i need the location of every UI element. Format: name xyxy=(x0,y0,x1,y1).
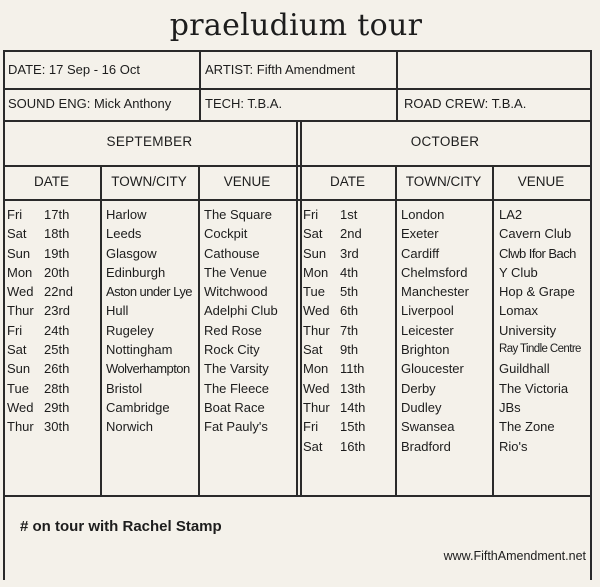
row-town: Liverpool xyxy=(401,303,454,319)
row-town: Bristol xyxy=(106,380,143,396)
table-row xyxy=(0,379,600,398)
row-day: Fri xyxy=(303,207,319,222)
october-list xyxy=(0,205,600,456)
row-town: London xyxy=(401,207,445,222)
oct-col-date: DATE xyxy=(329,174,365,189)
row-venue: Cathouse xyxy=(204,245,260,261)
row-town: Gloucester xyxy=(401,361,464,377)
month-october: OCTOBER xyxy=(410,134,480,149)
row-town: Cardiff xyxy=(401,245,440,261)
row-day: Thur xyxy=(7,303,34,319)
row-day: Sun xyxy=(303,245,327,261)
row-venue: University xyxy=(499,322,557,338)
row-date: 19th xyxy=(44,245,70,261)
row-day: Wed xyxy=(7,284,34,300)
row-venue: LA2 xyxy=(499,207,523,222)
row-day: Thur xyxy=(7,419,34,435)
row-venue: Clwb Ifor Bach xyxy=(499,245,576,261)
row-date: 25th xyxy=(44,342,70,358)
row-day: Sat xyxy=(303,226,323,242)
row-day: Sat xyxy=(7,226,27,242)
row-venue: The Fleece xyxy=(204,380,270,396)
row-town: Glasgow xyxy=(106,245,157,261)
rule-table-bottom xyxy=(3,495,591,497)
row-date: 13th xyxy=(340,380,366,396)
row-day: Fri xyxy=(7,207,23,222)
rule-info-mid xyxy=(3,88,591,90)
table-row xyxy=(0,437,600,456)
row-town: Norwich xyxy=(106,419,153,435)
row-day: Tue xyxy=(7,380,29,396)
info-divider-1 xyxy=(199,50,201,120)
row-date: 26th xyxy=(44,361,70,377)
row-date: 18th xyxy=(44,226,70,242)
info-tech: TECH: T.B.A. xyxy=(205,96,283,111)
row-town: Cambridge xyxy=(106,399,170,415)
row-town: Leeds xyxy=(106,226,142,242)
support-note: # on tour with Rachel Stamp xyxy=(20,518,222,535)
row-venue: Lomax xyxy=(499,303,539,319)
table-row xyxy=(0,340,600,359)
row-venue: The Venue xyxy=(204,264,267,280)
table-row xyxy=(0,398,600,417)
row-day: Fri xyxy=(303,419,319,435)
row-town: Chelmsford xyxy=(401,264,468,280)
row-town: Bradford xyxy=(401,438,451,454)
table-row xyxy=(0,244,600,263)
row-date: 2nd xyxy=(340,226,362,242)
row-date: 15th xyxy=(340,419,366,435)
row-date: 30th xyxy=(44,419,70,435)
table-row xyxy=(0,359,600,378)
row-venue: Cavern Club xyxy=(499,226,572,242)
row-day: Mon xyxy=(7,264,33,280)
info-date: DATE: 17 Sep - 16 Oct xyxy=(8,62,140,77)
row-date: 6th xyxy=(340,303,359,319)
row-town: Leicester xyxy=(401,322,454,338)
row-venue: Boat Race xyxy=(204,399,265,415)
row-date: 22nd xyxy=(44,284,73,300)
row-date: 23rd xyxy=(44,303,71,319)
row-town: Edinburgh xyxy=(106,264,166,280)
row-venue: Y Club xyxy=(499,264,538,280)
month-september: SEPTEMBER xyxy=(106,134,193,149)
table-row xyxy=(0,224,600,243)
oct-col-venue: VENUE xyxy=(517,174,565,189)
row-day: Thur xyxy=(303,399,330,415)
row-venue: Rock City xyxy=(204,342,260,358)
row-town: Rugeley xyxy=(106,322,154,338)
row-venue: The Zone xyxy=(499,419,555,435)
row-venue: Guildhall xyxy=(499,361,550,377)
website-url: www.FifthAmendment.net xyxy=(443,549,586,563)
sep-col-date: DATE xyxy=(33,174,69,189)
row-town: Wolverhampton xyxy=(106,361,190,377)
row-town: Aston under Lye xyxy=(106,284,192,300)
row-day: Thur xyxy=(303,322,330,338)
row-venue: Fat Pauly's xyxy=(204,419,268,435)
row-town: Manchester xyxy=(401,284,469,300)
table-row xyxy=(0,263,600,282)
row-day: Sun xyxy=(7,245,31,261)
row-day: Fri xyxy=(7,322,23,338)
table-row xyxy=(0,205,600,224)
row-town: Nottingham xyxy=(106,342,173,358)
row-town: Exeter xyxy=(401,226,439,242)
row-day: Sat xyxy=(303,342,323,358)
row-day: Mon xyxy=(303,264,329,280)
row-venue: Witchwood xyxy=(204,284,268,300)
row-date: 28th xyxy=(44,380,70,396)
row-date: 1st xyxy=(340,207,358,222)
table-row xyxy=(0,282,600,301)
info-road-crew: ROAD CREW: T.B.A. xyxy=(404,96,527,111)
row-day: Wed xyxy=(303,380,330,396)
row-date: 5th xyxy=(340,284,359,300)
row-date: 9th xyxy=(340,342,359,358)
row-venue: Adelphi Club xyxy=(204,303,278,319)
row-venue: Rio's xyxy=(499,438,528,454)
row-venue: The Square xyxy=(204,207,272,222)
row-town: Derby xyxy=(401,380,436,396)
table-row xyxy=(0,417,600,436)
oct-col-town: TOWN/CITY xyxy=(405,174,482,189)
row-date: 16th xyxy=(340,438,366,454)
row-day: Wed xyxy=(7,399,34,415)
sep-col-venue: VENUE xyxy=(223,174,271,189)
row-date: 24th xyxy=(44,322,70,338)
row-date: 20th xyxy=(44,264,70,280)
row-date: 3rd xyxy=(340,245,359,261)
info-sound-eng: SOUND ENG: Mick Anthony xyxy=(8,96,172,111)
row-day: Sat xyxy=(303,438,323,454)
row-town: Brighton xyxy=(401,342,450,358)
sep-col-town: TOWN/CITY xyxy=(111,174,187,189)
row-date: 29th xyxy=(44,399,70,415)
row-date: 14th xyxy=(340,399,366,415)
row-venue: Cockpit xyxy=(204,226,248,242)
row-day: Wed xyxy=(303,303,330,319)
row-date: 17th xyxy=(44,207,70,222)
table-row xyxy=(0,321,600,340)
row-day: Mon xyxy=(303,361,329,377)
row-day: Tue xyxy=(303,284,325,300)
row-date: 4th xyxy=(340,264,359,280)
row-day: Sun xyxy=(7,361,31,377)
info-artist: ARTIST: Fifth Amendment xyxy=(205,62,356,77)
row-venue: JBs xyxy=(499,399,521,415)
row-town: Harlow xyxy=(106,207,147,222)
row-venue: Red Rose xyxy=(204,322,262,338)
row-day: Sat xyxy=(7,342,27,358)
row-venue: Hop & Grape xyxy=(499,284,575,300)
row-town: Swansea xyxy=(401,419,455,435)
page-title: praeludium tour xyxy=(169,8,423,43)
row-town: Hull xyxy=(106,303,129,319)
row-venue: Ray Tindle Centre xyxy=(499,343,581,356)
row-venue: The Victoria xyxy=(499,380,569,396)
row-venue: The Varsity xyxy=(204,361,269,377)
rule-top xyxy=(3,50,591,52)
row-town: Dudley xyxy=(401,399,442,415)
table-row xyxy=(0,301,600,320)
row-date: 11th xyxy=(340,361,365,377)
info-divider-2 xyxy=(396,50,398,120)
row-date: 7th xyxy=(340,322,359,338)
